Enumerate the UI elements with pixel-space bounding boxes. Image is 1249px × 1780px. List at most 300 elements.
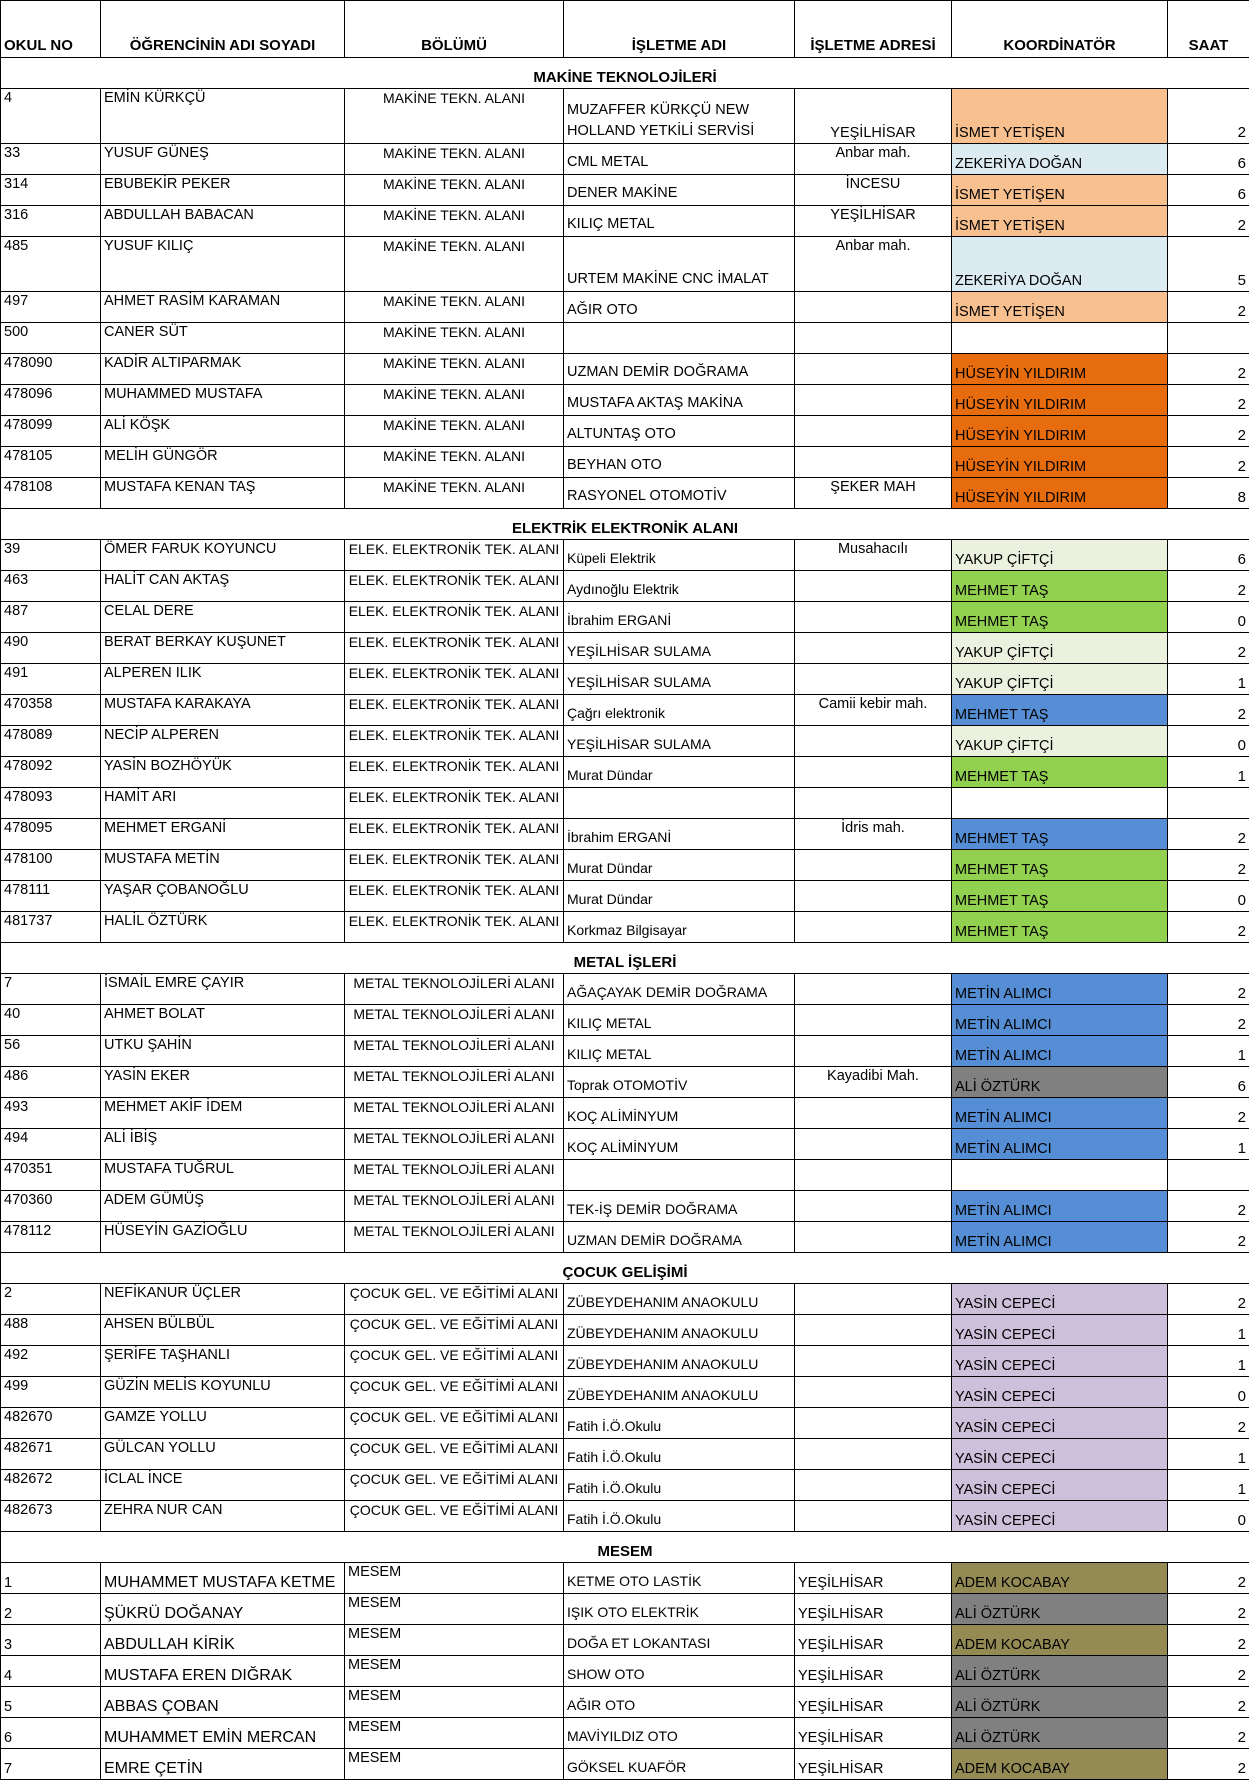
company-name-cell: YEŞİLHİSAR SULAMA (564, 664, 795, 695)
table-row (1, 1687, 1249, 1718)
student-name-cell: YASİN BOZHÖYÜK (101, 757, 345, 788)
department-cell: ÇOCUK GEL. VE EĞİTİMİ ALANI (345, 1439, 564, 1470)
company-name-cell: DENER MAKİNE (564, 175, 795, 206)
department-cell: ELEK. ELEKTRONİK TEK. ALANI (345, 726, 564, 757)
department-cell: ELEK. ELEKTRONİK TEK. ALANI (345, 757, 564, 788)
department-cell: MAKİNE TEKN. ALANI (345, 416, 564, 447)
department-cell: METAL TEKNOLOJİLERİ ALANI (345, 1222, 564, 1253)
student-name-cell: EMİN KÜRKÇÜ (101, 89, 345, 144)
hours-cell: 1 (1168, 664, 1249, 695)
student-name-cell: AHMET BOLAT (101, 1005, 345, 1036)
okul-no-cell: 4 (1, 1656, 101, 1687)
coordinator-cell: İSMET YETİŞEN (952, 175, 1168, 206)
table-row (1, 571, 1249, 602)
company-name-cell: Fatih İ.Ö.Okulu (564, 1439, 795, 1470)
okul-no-cell: 491 (1, 664, 101, 695)
table-row (1, 881, 1249, 912)
company-address-cell (795, 1160, 952, 1191)
table-row (1, 1377, 1249, 1408)
company-address-cell (795, 1098, 952, 1129)
table-row (1, 1315, 1249, 1346)
company-address-cell (795, 633, 952, 664)
hours-cell: 2 (1168, 912, 1249, 943)
company-name-cell: MUZAFFER KÜRKÇÜ NEW HOLLAND YETKİLİ SERVİSİ (564, 89, 795, 144)
company-address-cell (795, 1005, 952, 1036)
section-title: ELEKTRİK ELEKTRONİK ALANI (1, 509, 1249, 540)
student-name-cell: YUSUF GÜNEŞ (101, 144, 345, 175)
department-cell: ÇOCUK GEL. VE EĞİTİMİ ALANI (345, 1408, 564, 1439)
okul-no-cell: 33 (1, 144, 101, 175)
company-address-cell (795, 354, 952, 385)
section-header-row (1, 58, 1249, 89)
department-cell: ÇOCUK GEL. VE EĞİTİMİ ALANI (345, 1377, 564, 1408)
student-name-cell: İCLAL İNCE (101, 1470, 345, 1501)
company-name-cell: Aydınoğlu Elektrik (564, 571, 795, 602)
hours-cell: 0 (1168, 726, 1249, 757)
section-title: MESEM (1, 1532, 1249, 1563)
company-name-cell: SHOW OTO (564, 1656, 795, 1687)
company-address-cell: Anbar mah. (795, 237, 952, 292)
okul-no-cell: 39 (1, 540, 101, 571)
student-name-cell: HALİT CAN AKTAŞ (101, 571, 345, 602)
department-cell: ELEK. ELEKTRONİK TEK. ALANI (345, 602, 564, 633)
student-name-cell: ALİ KÖŞK (101, 416, 345, 447)
hours-cell: 1 (1168, 1036, 1249, 1067)
department-cell: MESEM (345, 1656, 564, 1687)
company-name-cell (564, 323, 795, 354)
department-cell: MESEM (345, 1687, 564, 1718)
department-cell: MAKİNE TEKN. ALANI (345, 144, 564, 175)
company-name-cell: RASYONEL OTOMOTİV (564, 478, 795, 509)
coordinator-cell: MEHMET TAŞ (952, 850, 1168, 881)
department-cell: MAKİNE TEKN. ALANI (345, 175, 564, 206)
hours-cell: 2 (1168, 1656, 1249, 1687)
student-name-cell: EBUBEKİR PEKER (101, 175, 345, 206)
table-row (1, 447, 1249, 478)
student-name-cell: İSMAİL EMRE ÇAYIR (101, 974, 345, 1005)
company-address-cell (795, 1439, 952, 1470)
hours-cell: 1 (1168, 1315, 1249, 1346)
hours-cell: 0 (1168, 881, 1249, 912)
table-row (1, 416, 1249, 447)
department-cell: MESEM (345, 1625, 564, 1656)
okul-no-cell: 1 (1, 1563, 101, 1594)
coordinator-cell: METİN ALIMCI (952, 974, 1168, 1005)
company-name-cell: KILIÇ METAL (564, 206, 795, 237)
student-name-cell: MELİH GÜNGÖR (101, 447, 345, 478)
department-cell: ELEK. ELEKTRONİK TEK. ALANI (345, 571, 564, 602)
student-name-cell: NEFİKANUR ÜÇLER (101, 1284, 345, 1315)
company-address-cell (795, 757, 952, 788)
hours-cell: 2 (1168, 1408, 1249, 1439)
hours-cell: 2 (1168, 633, 1249, 664)
hours-cell: 1 (1168, 1470, 1249, 1501)
table-row (1, 1005, 1249, 1036)
coordinator-cell: METİN ALIMCI (952, 1036, 1168, 1067)
company-address-cell (795, 788, 952, 819)
table-row (1, 1656, 1249, 1687)
table-row (1, 354, 1249, 385)
department-cell: MAKİNE TEKN. ALANI (345, 354, 564, 385)
student-name-cell: MUSTAFA KENAN TAŞ (101, 478, 345, 509)
company-name-cell: Murat Dündar (564, 850, 795, 881)
department-cell: ÇOCUK GEL. VE EĞİTİMİ ALANI (345, 1346, 564, 1377)
table-row (1, 175, 1249, 206)
coordinator-cell: YAKUP ÇİFTÇİ (952, 726, 1168, 757)
hours-cell: 2 (1168, 1594, 1249, 1625)
department-cell: METAL TEKNOLOJİLERİ ALANI (345, 1036, 564, 1067)
okul-no-cell: 492 (1, 1346, 101, 1377)
company-name-cell: MAVİYILDIZ OTO (564, 1718, 795, 1749)
table-row (1, 1067, 1249, 1098)
table-row (1, 1284, 1249, 1315)
company-name-cell (564, 788, 795, 819)
coordinator-cell: MEHMET TAŞ (952, 757, 1168, 788)
hours-cell: 2 (1168, 447, 1249, 478)
student-name-cell: HAMİT ARI (101, 788, 345, 819)
okul-no-cell: 56 (1, 1036, 101, 1067)
department-cell: MAKİNE TEKN. ALANI (345, 237, 564, 292)
table-row (1, 1346, 1249, 1377)
department-cell: MAKİNE TEKN. ALANI (345, 478, 564, 509)
company-name-cell: KOÇ ALİMİNYUM (564, 1098, 795, 1129)
company-address-cell (795, 385, 952, 416)
department-cell: METAL TEKNOLOJİLERİ ALANI (345, 1098, 564, 1129)
hours-cell: 6 (1168, 144, 1249, 175)
company-name-cell: ZÜBEYDEHANIM ANAOKULU (564, 1377, 795, 1408)
header-saat: SAAT (1168, 1, 1249, 58)
company-address-cell: YEŞİLHİSAR (795, 1594, 952, 1625)
table-row (1, 1098, 1249, 1129)
table-row (1, 1625, 1249, 1656)
company-address-cell (795, 1470, 952, 1501)
okul-no-cell: 2 (1, 1594, 101, 1625)
section-header-row (1, 509, 1249, 540)
header-isletme-adresi: İŞLETME ADRESİ (795, 1, 952, 58)
table-row (1, 602, 1249, 633)
hours-cell: 2 (1168, 1005, 1249, 1036)
company-name-cell: Murat Dündar (564, 881, 795, 912)
coordinator-cell: MEHMET TAŞ (952, 881, 1168, 912)
company-address-cell (795, 323, 952, 354)
okul-no-cell: 500 (1, 323, 101, 354)
company-name-cell: Çağrı elektronik (564, 695, 795, 726)
okul-no-cell: 478093 (1, 788, 101, 819)
company-address-cell (795, 447, 952, 478)
department-cell: ÇOCUK GEL. VE EĞİTİMİ ALANI (345, 1284, 564, 1315)
coordinator-cell: ALİ ÖZTÜRK (952, 1718, 1168, 1749)
coordinator-cell: HÜSEYİN YILDIRIM (952, 354, 1168, 385)
company-name-cell: AĞIR OTO (564, 292, 795, 323)
company-address-cell (795, 1191, 952, 1222)
section-header-row (1, 1532, 1249, 1563)
hours-cell: 2 (1168, 206, 1249, 237)
student-name-cell: ABDULLAH BABACAN (101, 206, 345, 237)
table-row (1, 726, 1249, 757)
table-row (1, 850, 1249, 881)
hours-cell: 2 (1168, 1098, 1249, 1129)
company-address-cell: Anbar mah. (795, 144, 952, 175)
student-name-cell: UTKU ŞAHİN (101, 1036, 345, 1067)
department-cell: MESEM (345, 1563, 564, 1594)
table-row (1, 385, 1249, 416)
coordinator-cell: METİN ALIMCI (952, 1129, 1168, 1160)
company-address-cell: YEŞİLHİSAR (795, 1656, 952, 1687)
student-name-cell: MUHAMMET EMİN MERCAN (101, 1718, 345, 1749)
okul-no-cell: 478108 (1, 478, 101, 509)
company-name-cell: ZÜBEYDEHANIM ANAOKULU (564, 1284, 795, 1315)
hours-cell: 2 (1168, 571, 1249, 602)
department-cell: ELEK. ELEKTRONİK TEK. ALANI (345, 633, 564, 664)
okul-no-cell: 2 (1, 1284, 101, 1315)
student-name-cell: MUSTAFA METİN (101, 850, 345, 881)
company-address-cell (795, 912, 952, 943)
company-address-cell (795, 602, 952, 633)
header-bolum: BÖLÜMÜ (345, 1, 564, 58)
company-name-cell: AĞIR OTO (564, 1687, 795, 1718)
student-name-cell: GAMZE YOLLU (101, 1408, 345, 1439)
company-name-cell: IŞIK OTO ELEKTRİK (564, 1594, 795, 1625)
hours-cell: 5 (1168, 237, 1249, 292)
department-cell: MAKİNE TEKN. ALANI (345, 385, 564, 416)
student-name-cell: CELAL DERE (101, 602, 345, 633)
hours-cell: 2 (1168, 416, 1249, 447)
coordinator-cell: MEHMET TAŞ (952, 571, 1168, 602)
header-row (1, 1, 1249, 58)
table-row (1, 912, 1249, 943)
coordinator-cell: HÜSEYİN YILDIRIM (952, 385, 1168, 416)
student-name-cell: ADEM GÜMÜŞ (101, 1191, 345, 1222)
company-address-cell: YEŞİLHİSAR (795, 1687, 952, 1718)
hours-cell: 2 (1168, 354, 1249, 385)
company-name-cell: ZÜBEYDEHANIM ANAOKULU (564, 1346, 795, 1377)
table-row (1, 788, 1249, 819)
coordinator-cell: YAKUP ÇİFTÇİ (952, 664, 1168, 695)
hours-cell: 2 (1168, 1191, 1249, 1222)
department-cell: ELEK. ELEKTRONİK TEK. ALANI (345, 664, 564, 695)
department-cell: MAKİNE TEKN. ALANI (345, 323, 564, 354)
student-name-cell: KADİR ALTIPARMAK (101, 354, 345, 385)
coordinator-cell: ALİ ÖZTÜRK (952, 1067, 1168, 1098)
okul-no-cell: 497 (1, 292, 101, 323)
okul-no-cell: 3 (1, 1625, 101, 1656)
company-name-cell: ALTUNTAŞ OTO (564, 416, 795, 447)
student-name-cell: ABDULLAH KİRİK (101, 1625, 345, 1656)
coordinator-cell: ADEM KOCABAY (952, 1625, 1168, 1656)
company-address-cell (795, 1501, 952, 1532)
hours-cell: 1 (1168, 1129, 1249, 1160)
department-cell: ELEK. ELEKTRONİK TEK. ALANI (345, 695, 564, 726)
company-name-cell: TEK-İŞ DEMİR DOĞRAMA (564, 1191, 795, 1222)
company-name-cell: KETME OTO LASTİK (564, 1563, 795, 1594)
department-cell: ELEK. ELEKTRONİK TEK. ALANI (345, 850, 564, 881)
okul-no-cell: 482672 (1, 1470, 101, 1501)
company-address-cell: İdris mah. (795, 819, 952, 850)
coordinator-cell (952, 788, 1168, 819)
coordinator-cell (952, 323, 1168, 354)
coordinator-cell: YAKUP ÇİFTÇİ (952, 540, 1168, 571)
department-cell: METAL TEKNOLOJİLERİ ALANI (345, 1005, 564, 1036)
department-cell: METAL TEKNOLOJİLERİ ALANI (345, 974, 564, 1005)
company-address-cell: Kayadibi Mah. (795, 1067, 952, 1098)
company-name-cell: AĞAÇAYAK DEMİR DOĞRAMA (564, 974, 795, 1005)
company-name-cell: UZMAN DEMİR DOĞRAMA (564, 1222, 795, 1253)
table-row (1, 1718, 1249, 1749)
company-name-cell: KILIÇ METAL (564, 1005, 795, 1036)
okul-no-cell: 482673 (1, 1501, 101, 1532)
section-header-row (1, 1253, 1249, 1284)
coordinator-cell: İSMET YETİŞEN (952, 292, 1168, 323)
company-name-cell: MUSTAFA AKTAŞ MAKİNA (564, 385, 795, 416)
company-address-cell (795, 1377, 952, 1408)
student-name-cell: HALİL ÖZTÜRK (101, 912, 345, 943)
table-row (1, 1563, 1249, 1594)
okul-no-cell: 478092 (1, 757, 101, 788)
company-address-cell (795, 1036, 952, 1067)
coordinator-cell: MEHMET TAŞ (952, 912, 1168, 943)
okul-no-cell: 463 (1, 571, 101, 602)
okul-no-cell: 470358 (1, 695, 101, 726)
company-address-cell: ŞEKER MAH (795, 478, 952, 509)
section-title: ÇOCUK GELİŞİMİ (1, 1253, 1249, 1284)
table-row (1, 206, 1249, 237)
hours-cell: 2 (1168, 1563, 1249, 1594)
coordinator-cell: ADEM KOCABAY (952, 1749, 1168, 1780)
okul-no-cell: 485 (1, 237, 101, 292)
table-row (1, 695, 1249, 726)
hours-cell: 2 (1168, 850, 1249, 881)
okul-no-cell: 481737 (1, 912, 101, 943)
student-name-cell: ALİ İBİŞ (101, 1129, 345, 1160)
company-address-cell: Musahacılı (795, 540, 952, 571)
hours-cell: 2 (1168, 292, 1249, 323)
okul-no-cell: 490 (1, 633, 101, 664)
student-name-cell: ALPEREN ILIK (101, 664, 345, 695)
company-name-cell: GÖKSEL KUAFÖR (564, 1749, 795, 1780)
table-row (1, 1749, 1249, 1780)
okul-no-cell: 470351 (1, 1160, 101, 1191)
company-name-cell: ZÜBEYDEHANIM ANAOKULU (564, 1315, 795, 1346)
okul-no-cell: 478089 (1, 726, 101, 757)
hours-cell: 2 (1168, 1222, 1249, 1253)
coordinator-cell (952, 1160, 1168, 1191)
company-name-cell: URTEM MAKİNE CNC İMALAT (564, 237, 795, 292)
department-cell: MESEM (345, 1749, 564, 1780)
student-name-cell: MUSTAFA KARAKAYA (101, 695, 345, 726)
coordinator-cell: YASİN CEPECİ (952, 1315, 1168, 1346)
okul-no-cell: 478090 (1, 354, 101, 385)
coordinator-cell: METİN ALIMCI (952, 1222, 1168, 1253)
okul-no-cell: 487 (1, 602, 101, 633)
company-address-cell (795, 1284, 952, 1315)
coordinator-cell: İSMET YETİŞEN (952, 89, 1168, 144)
company-name-cell: DOĞA ET LOKANTASI (564, 1625, 795, 1656)
hours-cell: 2 (1168, 89, 1249, 144)
okul-no-cell: 478100 (1, 850, 101, 881)
hours-cell: 6 (1168, 540, 1249, 571)
hours-cell: 8 (1168, 478, 1249, 509)
hours-cell (1168, 1160, 1249, 1191)
coordinator-cell: METİN ALIMCI (952, 1005, 1168, 1036)
company-name-cell (564, 1160, 795, 1191)
okul-no-cell: 478095 (1, 819, 101, 850)
coordinator-cell: YASİN CEPECİ (952, 1284, 1168, 1315)
student-name-cell: AHMET RASİM KARAMAN (101, 292, 345, 323)
coordinator-cell: MEHMET TAŞ (952, 819, 1168, 850)
student-name-cell: NECİP ALPEREN (101, 726, 345, 757)
okul-no-cell: 478105 (1, 447, 101, 478)
coordinator-cell: MEHMET TAŞ (952, 695, 1168, 726)
coordinator-cell: ADEM KOCABAY (952, 1563, 1168, 1594)
company-address-cell: İNCESU (795, 175, 952, 206)
department-cell: MAKİNE TEKN. ALANI (345, 206, 564, 237)
table-row (1, 819, 1249, 850)
department-cell: METAL TEKNOLOJİLERİ ALANI (345, 1067, 564, 1098)
okul-no-cell: 482671 (1, 1439, 101, 1470)
company-name-cell: KOÇ ALİMİNYUM (564, 1129, 795, 1160)
coordinator-cell: YAKUP ÇİFTÇİ (952, 633, 1168, 664)
company-name-cell: Fatih İ.Ö.Okulu (564, 1501, 795, 1532)
student-name-cell: MEHMET AKİF İDEM (101, 1098, 345, 1129)
coordinator-cell: HÜSEYİN YILDIRIM (952, 416, 1168, 447)
header-ad-soyad: ÖĞRENCİNİN ADI SOYADI (101, 1, 345, 58)
company-name-cell: Küpeli Elektrik (564, 540, 795, 571)
table-row (1, 540, 1249, 571)
hours-cell: 2 (1168, 1718, 1249, 1749)
company-name-cell: YEŞİLHİSAR SULAMA (564, 633, 795, 664)
company-address-cell (795, 1129, 952, 1160)
table-row (1, 1408, 1249, 1439)
company-address-cell (795, 1346, 952, 1377)
company-address-cell: YEŞİLHİSAR (795, 1749, 952, 1780)
okul-no-cell: 314 (1, 175, 101, 206)
student-name-cell: BERAT BERKAY KUŞUNET (101, 633, 345, 664)
department-cell: MESEM (345, 1594, 564, 1625)
table-row (1, 1501, 1249, 1532)
student-name-cell: ŞÜKRÜ DOĞANAY (101, 1594, 345, 1625)
hours-cell (1168, 323, 1249, 354)
okul-no-cell: 478099 (1, 416, 101, 447)
hours-cell: 1 (1168, 1439, 1249, 1470)
coordinator-cell: METİN ALIMCI (952, 1191, 1168, 1222)
table-row (1, 974, 1249, 1005)
table-row (1, 1160, 1249, 1191)
table-row (1, 237, 1249, 292)
okul-no-cell: 7 (1, 1749, 101, 1780)
coordinator-cell: YASİN CEPECİ (952, 1377, 1168, 1408)
company-address-cell (795, 664, 952, 695)
table-row (1, 1129, 1249, 1160)
company-address-cell (795, 726, 952, 757)
okul-no-cell: 40 (1, 1005, 101, 1036)
okul-no-cell: 7 (1, 974, 101, 1005)
table-row (1, 633, 1249, 664)
hours-cell: 2 (1168, 819, 1249, 850)
company-name-cell: Toprak OTOMOTİV (564, 1067, 795, 1098)
coordinator-cell: MEHMET TAŞ (952, 602, 1168, 633)
hours-cell: 2 (1168, 1687, 1249, 1718)
coordinator-cell: İSMET YETİŞEN (952, 206, 1168, 237)
table-row (1, 757, 1249, 788)
coordinator-cell: ALİ ÖZTÜRK (952, 1594, 1168, 1625)
student-name-cell: YAŞAR ÇOBANOĞLU (101, 881, 345, 912)
table-row (1, 292, 1249, 323)
company-address-cell (795, 881, 952, 912)
student-name-cell: YUSUF KILIÇ (101, 237, 345, 292)
company-name-cell: YEŞİLHİSAR SULAMA (564, 726, 795, 757)
company-address-cell: YEŞİLHİSAR (795, 1563, 952, 1594)
okul-no-cell: 5 (1, 1687, 101, 1718)
